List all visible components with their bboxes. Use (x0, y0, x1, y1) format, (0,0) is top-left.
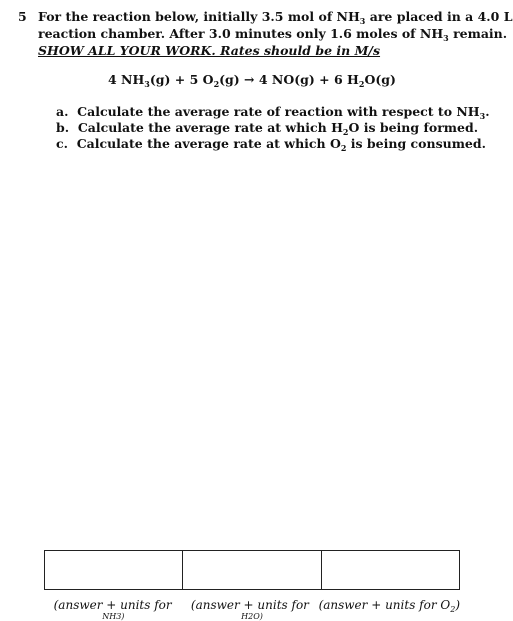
part-c: c. Calculate the average rate at which $O_2$ is being consumed. (56, 136, 486, 153)
question-line-2: reaction chamber. After 3.0 minutes only 1.6 moles of $NH_3$ remain. (38, 26, 508, 43)
chemical-equation: 4 $NH_3(g) + 5$ $O_2(g) \to 4$ NO(g) + 6 $H_2O(g)$ (108, 72, 396, 89)
clipped-caption-c (321, 612, 460, 617)
part-b: b. Calculate the average rate at which $H_2O$ is being formed. (56, 120, 479, 137)
question-line-1: For the reaction below, initially 3.5 mol of $NH_3$ are placed in a 4.0 L (38, 9, 513, 26)
answer-box-a[interactable] (45, 551, 183, 589)
answer-box-b[interactable] (183, 551, 321, 589)
question-number: 5 (18, 9, 27, 24)
answer-caption-c: (answer + units for $O_2$) (318, 598, 461, 614)
clipped-caption-line (44, 612, 460, 621)
part-a: a. Calculate the average rate of reaction with respect to $NH_3$. (56, 104, 490, 121)
question-parts (56, 104, 490, 152)
clipped-caption-a: NH3) (102, 612, 125, 621)
clipped-caption-b: H2O) (241, 612, 263, 621)
instruction: SHOW ALL YOUR WORK. Rates should be in M/s (38, 43, 381, 58)
answer-captions (44, 598, 460, 612)
answer-caption-a: (answer + units for (53, 598, 172, 612)
answer-boxes (44, 550, 460, 590)
answer-box-c[interactable] (322, 551, 459, 589)
answer-caption-b: (answer + units for (190, 598, 309, 612)
